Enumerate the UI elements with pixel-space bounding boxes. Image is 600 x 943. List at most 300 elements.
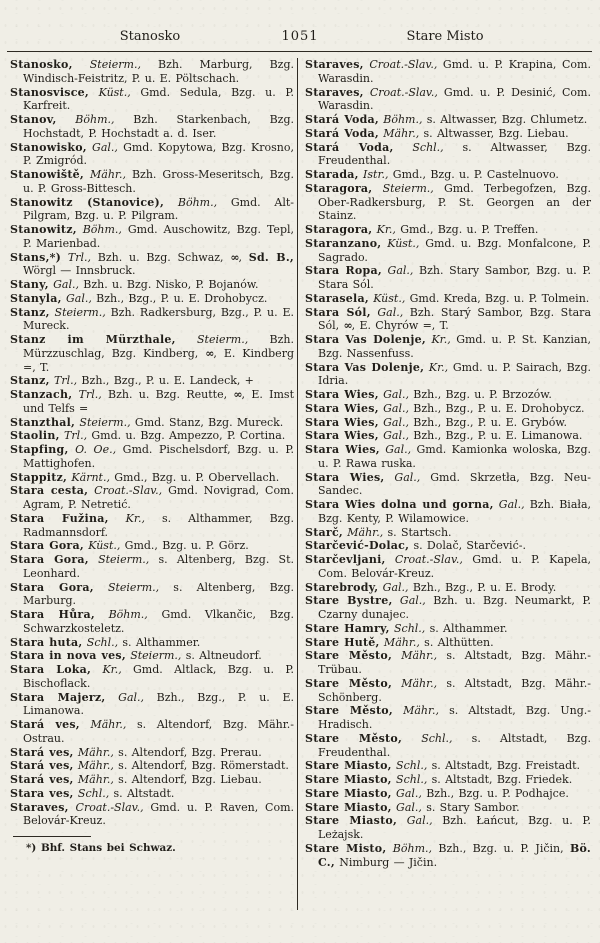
place-name: Stara Vas Dolenje, bbox=[305, 333, 426, 346]
region-abbr: Schl., bbox=[393, 140, 444, 154]
place-name: Stare Miasto, bbox=[305, 759, 392, 773]
region-abbr: Gal., bbox=[61, 291, 92, 305]
region-abbr: Gal., bbox=[378, 429, 409, 443]
region-abbr: Mähr., bbox=[73, 759, 114, 773]
region-abbr: Kr., bbox=[424, 360, 449, 374]
gazetteer-entry bbox=[305, 622, 591, 636]
gazetteer-entry bbox=[10, 251, 294, 279]
place-name: Stare Bystre, bbox=[305, 594, 393, 608]
entry-text: Bzh. Gross-Meseritsch, Bzg. u. P. Gross-Bittesch. bbox=[23, 168, 295, 195]
posthorn-icon: ∞ bbox=[343, 319, 352, 333]
entry-text: Bzh., Bzg. u. P. Brzozów. bbox=[408, 388, 552, 401]
entry-text: Gmd. Kreda, Bzg. u. P. Tolmein. bbox=[405, 291, 590, 305]
region-abbr: Böhm., bbox=[378, 113, 423, 126]
region-abbr: Trl., bbox=[49, 374, 78, 388]
header-rule bbox=[7, 51, 592, 52]
entry-text: Gmd. u. Bzg. Ampezzo, P. Cortina. bbox=[87, 429, 286, 443]
gazetteer-entry bbox=[305, 581, 591, 595]
right-column bbox=[298, 58, 591, 910]
region-abbr: Gal., bbox=[378, 388, 409, 401]
entry-text: Gmd. u. Bzg. Monfalcone, P. Sagrado. bbox=[318, 236, 591, 264]
place-name: Staolin, bbox=[10, 429, 60, 443]
place-name: Staragora, bbox=[305, 223, 373, 236]
region-abbr: Gal., bbox=[384, 470, 421, 484]
entry-text: s. Altwasser, Bzg. Chlumetz. bbox=[422, 113, 588, 126]
entry-text: s. Dolač, Starčević-. bbox=[409, 539, 526, 553]
region-abbr: Croat.-Slav., bbox=[363, 58, 438, 71]
region-abbr: Schl., bbox=[82, 635, 119, 649]
gazetteer-entry bbox=[10, 86, 294, 114]
entry-text: s. Altendorf, Bzg. Mähr.-Ostrau. bbox=[23, 718, 294, 745]
region-abbr: Küst., bbox=[368, 291, 406, 305]
region-abbr: Mähr., bbox=[392, 649, 438, 663]
gazetteer-entry bbox=[10, 443, 294, 471]
entry-text: Bzh. Radkersburg, Bzg., P. u. E. Mureck. bbox=[23, 305, 294, 333]
gazetteer-entry bbox=[10, 746, 294, 760]
entry-text: Bzh. u. Bzg. Nisko, P. Bojanów. bbox=[78, 278, 259, 291]
place-name: Stanzach, bbox=[10, 388, 73, 401]
place-name: Stanz im Mürzthale, bbox=[10, 333, 176, 346]
region-abbr: Böhm., bbox=[164, 195, 218, 209]
gazetteer-entry bbox=[305, 361, 591, 389]
region-abbr: Mähr., bbox=[392, 676, 438, 690]
gazetteer-entry bbox=[305, 402, 591, 416]
place-name: Stara Wies, bbox=[305, 443, 380, 456]
entry-text: s. Althammer. bbox=[118, 635, 201, 649]
place-name: Stare Město, bbox=[305, 676, 393, 690]
region-abbr: Gal., bbox=[391, 800, 422, 814]
entry-text: Gmd., Bzg. u. P. Castelnuovo. bbox=[388, 168, 559, 181]
gazetteer-entry bbox=[305, 787, 591, 801]
place-name: Stanz, bbox=[10, 305, 50, 319]
posthorn-icon: ∞ bbox=[233, 388, 242, 401]
entry-text: s. Altenberg, Bzg. Marburg. bbox=[23, 580, 294, 608]
gazetteer-entry bbox=[305, 416, 591, 430]
gazetteer-entry bbox=[10, 168, 294, 196]
gazetteer-entry bbox=[305, 636, 591, 650]
region-abbr: Trl., bbox=[72, 388, 102, 401]
entry-text: s. Altwasser, Bzg. Liebau. bbox=[419, 126, 569, 140]
entry-text: Gmd. Kopytowa, Bzg. Krosno, P. Zmigród. bbox=[23, 140, 295, 168]
entry-text: s. Altendorf, Bzg. Prerau. bbox=[113, 745, 262, 759]
gazetteer-entry bbox=[10, 773, 294, 787]
entry-text: s. Altstadt, Bzg. Freudenthal. bbox=[318, 731, 591, 759]
entry-text: , E. Kindberg =, T. bbox=[23, 346, 294, 374]
gazetteer-entry bbox=[305, 759, 591, 773]
gazetteer-entry bbox=[10, 306, 294, 334]
place-name: Stara Hůra, bbox=[10, 608, 95, 621]
gazetteer-entry bbox=[305, 526, 591, 540]
entry-text: Bzh. Łańcut, Bzg. u. P. Leżajsk. bbox=[318, 814, 592, 841]
entry-text: Gmd. Stanz, Bzg. Mureck. bbox=[130, 415, 284, 429]
gazetteer-entry bbox=[10, 374, 294, 388]
region-abbr: Croat.-Slav., bbox=[68, 800, 144, 814]
region-abbr: Steierm., bbox=[125, 649, 182, 663]
region-abbr: O. Oe., bbox=[68, 443, 117, 456]
place-name: Stare Miasto, bbox=[305, 786, 392, 800]
gazetteer-entry bbox=[305, 306, 591, 334]
gazetteer-entry bbox=[305, 732, 591, 760]
gazetteer-entry bbox=[10, 429, 294, 443]
entry-text: Bzh. Stary Sambor, Bzg. u. P. Stara Sól. bbox=[318, 264, 591, 291]
region-abbr: Gal., bbox=[48, 278, 79, 291]
place-name: Staraves, bbox=[305, 85, 364, 99]
place-name: Staraves, bbox=[10, 800, 69, 814]
page-number: 1051 bbox=[281, 29, 319, 44]
entry-text: Gmd. Novigrad, Com. Agram, P. Netretić. bbox=[23, 484, 294, 511]
region-abbr: Croat.-Slav., bbox=[88, 484, 163, 498]
region-abbr: Gal., bbox=[86, 140, 118, 154]
entry-text: Gmd. Terbegofzen, Bzg. Ober-Radkersburg, P. St. Georgen an der Stainz. bbox=[318, 181, 591, 223]
entry-text: s. Altneudorf. bbox=[181, 649, 262, 663]
gazetteer-entry bbox=[305, 127, 591, 141]
entry-text: s. Stary Sambor. bbox=[421, 800, 520, 814]
place-name: Stara huta, bbox=[10, 635, 83, 649]
place-name: Stanov, bbox=[10, 113, 57, 126]
region-abbr: Mähr., bbox=[379, 635, 420, 649]
entry-text: s. Altstadt, Bzg. Freistadt. bbox=[427, 759, 581, 773]
region-abbr: Mähr., bbox=[73, 745, 114, 759]
gazetteer-entry bbox=[10, 113, 294, 141]
gazetteer-entry bbox=[10, 416, 294, 430]
entry-text: Bzh. u. Bzg. Reutte, bbox=[101, 388, 234, 401]
place-name: Starada, bbox=[305, 168, 359, 181]
region-abbr: Kärnt., bbox=[67, 470, 110, 484]
region-abbr: Steierm., bbox=[49, 305, 106, 319]
gazetteer-entry bbox=[10, 388, 294, 416]
gazetteer-entry bbox=[10, 539, 294, 553]
gazetteer-entry bbox=[305, 333, 591, 361]
gazetteer-entry bbox=[10, 512, 294, 540]
place-name: Stara Gora, bbox=[10, 580, 94, 594]
entry-text: Gmd. u. P. Krapina, Com. Warasdin. bbox=[318, 58, 591, 85]
place-name: Stare Miasto, bbox=[305, 814, 398, 828]
place-name: Stanowisko, bbox=[10, 140, 87, 154]
entry-text: Bzh., Bzg., P. u. E. Drohobycz. bbox=[91, 291, 268, 305]
region-abbr: Gal., bbox=[378, 580, 409, 594]
place-name: Stanz, bbox=[10, 374, 50, 388]
text-columns bbox=[10, 58, 591, 910]
place-name: Stara Fužina, bbox=[10, 511, 109, 525]
region-abbr: Mähr., bbox=[73, 773, 114, 786]
region-abbr: Steierm., bbox=[75, 415, 131, 429]
place-name: Stanowiště, bbox=[10, 168, 84, 181]
gazetteer-entry bbox=[305, 594, 591, 622]
gazetteer-entry bbox=[10, 801, 294, 829]
entry-text: Bzh. Mürzzuschlag, Bzg. Kindberg, bbox=[23, 333, 294, 360]
place-name: Stara Wies, bbox=[305, 429, 379, 443]
footnote: *) Bhf. Stans bei Schwaz. bbox=[26, 842, 176, 854]
gazetteer-entry bbox=[10, 581, 294, 609]
region-abbr: Steierm., bbox=[175, 333, 249, 346]
gazetteer-entry bbox=[10, 278, 294, 292]
gazetteer-entry bbox=[10, 759, 294, 773]
gazetteer-entry bbox=[10, 553, 294, 581]
entry-text: Gmd. Sedula, Bzg. u. P. Karfreit. bbox=[23, 85, 294, 113]
entry-text: Bzh. Biała, Bzg. Kenty, P. Wilamowice. bbox=[318, 498, 591, 525]
place-name: Stare Miasto, bbox=[305, 773, 392, 786]
left-column bbox=[10, 58, 297, 910]
place-name: Stanzthal, bbox=[10, 415, 76, 429]
entry-text: s. Altstadt, Bzg. Mähr.-Schönberg. bbox=[318, 676, 591, 704]
region-abbr: Küst., bbox=[88, 85, 131, 99]
gazetteer-entry bbox=[10, 141, 294, 169]
gazetteer-entry bbox=[10, 649, 294, 663]
region-abbr: Schl., bbox=[389, 621, 426, 635]
region-abbr: Schl., bbox=[391, 759, 428, 773]
gazetteer-entry bbox=[10, 292, 294, 306]
region-abbr: Croat.-Slav., bbox=[363, 85, 438, 99]
region-abbr: Böhm., bbox=[386, 841, 433, 855]
place-name: Stara Wies, bbox=[305, 415, 379, 429]
entry-text: Wörgl — Innsbruck. bbox=[23, 264, 136, 278]
place-name: Stans,*) bbox=[10, 250, 62, 264]
place-name: Starasela, bbox=[305, 291, 369, 305]
entry-text: Bzh. u. Bzg. Neumarkt, P. Czarny dunajec. bbox=[318, 594, 591, 621]
region-abbr: Trl., bbox=[61, 250, 92, 264]
entry-text: Bzh., Bzg., P. u. E. Drohobycz. bbox=[408, 401, 585, 415]
entry-text: Bzh., Bzg., P. u. E. Limanowa. bbox=[408, 429, 583, 443]
entry-text: Bzh., Bzg., P. u. E. Landeck, + bbox=[77, 374, 254, 388]
place-name: Stappitz, bbox=[10, 470, 68, 484]
entry-text: Nimburg — Jičin. bbox=[334, 855, 438, 869]
gazetteer-entry bbox=[305, 182, 591, 223]
gazetteer-entry bbox=[10, 787, 294, 801]
region-abbr: Steierm., bbox=[88, 553, 150, 566]
place-name: Stará ves, bbox=[10, 718, 80, 731]
place-name: Stara Gora, bbox=[10, 553, 89, 566]
gazetteer-entry bbox=[305, 168, 591, 182]
entry-text: Gmd., Bzg. u. P. Obervellach. bbox=[109, 470, 280, 484]
place-name: Stare Misto, bbox=[305, 841, 387, 855]
entry-text: Bzh. Marburg, Bzg. Windisch-Feistritz, P. u. E. Pöltschach. bbox=[23, 58, 294, 85]
gazetteer-entry bbox=[305, 223, 591, 237]
place-name: Stara Wies, bbox=[305, 388, 379, 401]
entry-text: s. Altstadt. bbox=[109, 786, 175, 800]
region-abbr: Mähr., bbox=[378, 126, 420, 140]
region-abbr: Gal., bbox=[381, 264, 414, 278]
place-name: Stará Voda, bbox=[305, 113, 379, 126]
gazetteer-entry bbox=[305, 677, 591, 705]
place-name: Stara ves, bbox=[10, 786, 74, 800]
region-abbr: Schl., bbox=[73, 786, 110, 800]
region-abbr: Küst., bbox=[381, 236, 420, 250]
entry-text: Gmd., Bzg. u. P. Görz. bbox=[120, 539, 249, 553]
place-name: Stara Gora, bbox=[10, 539, 84, 553]
region-abbr: Trl., bbox=[59, 429, 88, 443]
region-abbr: Kr., bbox=[372, 223, 396, 236]
region-abbr: Gal., bbox=[379, 443, 412, 456]
gazetteer-entry bbox=[10, 663, 294, 691]
gazetteer-entry bbox=[305, 292, 591, 306]
entry-text: Gmd. Skrzetła, Bzg. Neu-Sandec. bbox=[318, 470, 591, 498]
gazetteer-entry bbox=[10, 223, 294, 251]
region-abbr: Böhm., bbox=[56, 113, 115, 126]
header-right-keyword: Stare Misto bbox=[406, 29, 484, 44]
region-abbr: Gal., bbox=[392, 594, 426, 608]
place-name: Bö. C., bbox=[318, 841, 592, 869]
region-abbr: Gal., bbox=[397, 814, 433, 828]
header-left-keyword: Stanosko bbox=[119, 29, 181, 44]
place-name: Stanyla, bbox=[10, 291, 62, 305]
entry-text: s. Altstadt, Bzg. Mähr.-Trübau. bbox=[318, 649, 591, 676]
entry-text: Gmd. Alt-Pilgram, Bzg. u. P. Pilgram. bbox=[23, 195, 294, 223]
gazetteer-entry bbox=[10, 636, 294, 650]
place-name: Stare Hamry, bbox=[305, 621, 390, 635]
region-abbr: Istr., bbox=[358, 168, 389, 181]
entry-text: Gmd. u. P. Raven, Com. Belovár-Kreuz. bbox=[23, 800, 294, 828]
entry-text: , bbox=[238, 250, 249, 264]
entry-text: Gmd. Vlkančic, Bzg. Schwarzkosteletz. bbox=[23, 608, 295, 635]
entry-text: Gmd. Altlack, Bzg. u. P. Bischoflack. bbox=[23, 663, 294, 690]
place-name: Stanosko, bbox=[10, 58, 73, 71]
region-abbr: Gal., bbox=[391, 786, 422, 800]
posthorn-icon: ∞ bbox=[205, 346, 214, 360]
gazetteer-entry bbox=[305, 113, 591, 127]
gazetteer-entry bbox=[10, 333, 294, 374]
place-name: Stare Hutě, bbox=[305, 635, 380, 649]
place-name: Sd. B., bbox=[248, 250, 295, 264]
entry-text: s. Altendorf, Bzg. Römerstadt. bbox=[113, 759, 289, 773]
gazetteer-entry bbox=[305, 773, 591, 787]
region-abbr: Kr., bbox=[91, 663, 122, 676]
entry-text: Bzh., Bzg., P. u. E. Grybów. bbox=[408, 415, 567, 429]
entry-text: s. Althütten. bbox=[419, 635, 494, 649]
region-abbr: Schl., bbox=[391, 773, 428, 786]
entry-text: s. Althammer. bbox=[425, 621, 508, 635]
gazetteer-entry bbox=[10, 484, 294, 512]
entry-text: s. Altenberg, Bzg. St. Leonhard. bbox=[23, 553, 294, 580]
entry-text: s. Altstadt, Bzg. Ung.-Hradisch. bbox=[318, 704, 591, 731]
gazetteer-entry bbox=[305, 553, 591, 581]
entry-text: Bzh. Starkenbach, Bzg. Hochstadt, P. Hochstadt a. d. Iser. bbox=[23, 113, 295, 140]
entry-text: Gmd. u. P. Sairach, Bzg. Idria. bbox=[318, 360, 592, 388]
entry-text: s. Startsch. bbox=[383, 525, 452, 539]
place-name: Stará ves, bbox=[10, 773, 74, 786]
entry-text: Gmd. Pischelsdorf, Bzg. u. P. Mattighofen. bbox=[23, 443, 294, 470]
place-name: Stará Voda, bbox=[305, 140, 394, 154]
place-name: Stare Město, bbox=[305, 649, 393, 663]
gazetteer-entry bbox=[305, 388, 591, 402]
gazetteer-entry bbox=[305, 814, 591, 842]
entry-text: Gmd., Bzg. u. P. Treffen. bbox=[395, 223, 539, 236]
place-name: Stare Město, bbox=[305, 704, 393, 718]
gazetteer-entry bbox=[305, 264, 591, 292]
entry-text: Gmd. u. P. Kapela, Com. Belovár-Kreuz. bbox=[318, 553, 591, 580]
region-abbr: Gal., bbox=[493, 498, 525, 511]
footnote-rule bbox=[13, 836, 91, 837]
region-abbr: Schl., bbox=[402, 731, 453, 745]
region-abbr: Mähr., bbox=[79, 718, 127, 731]
place-name: Stará ves, bbox=[10, 759, 74, 773]
gazetteer-entry bbox=[10, 58, 294, 86]
place-name: Stara Loka, bbox=[10, 663, 92, 676]
entry-text: Bzh., Bzg., P. u. E. Limanowa. bbox=[23, 690, 294, 718]
place-name: Starč, bbox=[305, 525, 343, 539]
place-name: Stapfing, bbox=[10, 443, 69, 456]
region-abbr: Steierm., bbox=[372, 181, 434, 195]
place-name: Staragora, bbox=[305, 181, 373, 195]
region-abbr: Gal., bbox=[370, 305, 404, 319]
place-name: Stara Wies, bbox=[305, 401, 379, 415]
entry-text: s. Altstadt, Bzg. Friedek. bbox=[427, 773, 573, 786]
place-name: Stany, bbox=[10, 278, 49, 291]
region-abbr: Gal., bbox=[378, 415, 409, 429]
gazetteer-entry bbox=[305, 58, 591, 86]
place-name: Stara cesta, bbox=[10, 484, 89, 498]
place-name: Starčevljani, bbox=[305, 553, 386, 566]
place-name: Stara Wies, bbox=[305, 470, 385, 484]
region-abbr: Kr., bbox=[425, 333, 451, 346]
gazetteer-entry bbox=[305, 704, 591, 732]
entry-text: Bzh. Starý Sambor, Bzg. Stara Sól, bbox=[318, 305, 592, 333]
entry-text: s. Althammer, Bzg. Radmannsdorf. bbox=[23, 511, 294, 539]
entry-text: Gmd. Kamionka woloska, Bzg. u. P. Rawa ruska. bbox=[318, 443, 591, 470]
region-abbr: Kr., bbox=[108, 511, 145, 525]
region-abbr: Croat.-Slav., bbox=[385, 553, 463, 566]
gazetteer-entry bbox=[305, 443, 591, 471]
gazetteer-entry bbox=[305, 801, 591, 815]
place-name: Starebrody, bbox=[305, 580, 379, 594]
region-abbr: Steierm., bbox=[72, 58, 141, 71]
place-name: Staranzano, bbox=[305, 236, 382, 250]
place-name: Stara Wies dolna und gorna, bbox=[305, 498, 494, 511]
place-name: Stará ves, bbox=[10, 745, 74, 759]
gazetteer-entry bbox=[305, 141, 591, 169]
place-name: Staraves, bbox=[305, 58, 364, 71]
entry-text: Gmd. u. P. St. Kanzian, Bzg. Nassenfuss. bbox=[318, 333, 591, 360]
gazetteer-entry bbox=[10, 608, 294, 636]
entry-text: s. Altwasser, Bzg. Freudenthal. bbox=[318, 140, 592, 168]
place-name: Stará Voda, bbox=[305, 126, 379, 140]
gazetteer-entry bbox=[10, 718, 294, 746]
gazetteer-entry bbox=[10, 471, 294, 485]
gazetteer-entry bbox=[305, 539, 591, 553]
gazetteer-entry bbox=[305, 86, 591, 114]
entry-text: Gmd. Auschowitz, Bzg. Tepl, P. Marienbad. bbox=[23, 223, 294, 250]
region-abbr: Küst., bbox=[83, 539, 121, 553]
gazetteer-entry bbox=[305, 471, 591, 499]
gazetteer-entry bbox=[305, 237, 591, 265]
entry-text: Bzh., Bzg., P. u. E. Brody. bbox=[408, 580, 557, 594]
place-name: Stare Město, bbox=[305, 731, 403, 745]
gazetteer-entry bbox=[10, 196, 294, 224]
region-abbr: Gal., bbox=[378, 401, 409, 415]
entry-text: Bzh. u. Bzg. Schwaz, bbox=[91, 250, 231, 264]
place-name: Stara Ropa, bbox=[305, 264, 382, 278]
place-name: Stanosvisce, bbox=[10, 85, 89, 99]
entry-text: Bzh., Bzg. u. P. Jičin, bbox=[432, 841, 570, 855]
entry-text: s. Altendorf, Bzg. Liebau. bbox=[113, 773, 262, 786]
page-header bbox=[0, 29, 600, 47]
place-name: Stara in nova ves, bbox=[10, 649, 126, 663]
region-abbr: Böhm., bbox=[76, 223, 122, 236]
entry-text: Gmd. u. P. Desinić, Com. Warasdin. bbox=[318, 85, 591, 113]
region-abbr: Mähr., bbox=[342, 525, 384, 539]
place-name: Stanowitz (Stanovice), bbox=[10, 195, 165, 209]
gazetteer-entry bbox=[305, 498, 591, 526]
place-name: Stara Sól, bbox=[305, 305, 371, 319]
posthorn-icon: ∞ bbox=[230, 250, 239, 264]
place-name: Stanowitz, bbox=[10, 223, 77, 236]
place-name: Starčević-Dolac, bbox=[305, 539, 410, 553]
gazetteer-entry bbox=[305, 649, 591, 677]
region-abbr: Gal., bbox=[105, 690, 145, 704]
region-abbr: Mähr., bbox=[84, 168, 126, 181]
place-name: Stara Majerz, bbox=[10, 690, 106, 704]
place-name: Stare Miasto, bbox=[305, 800, 392, 814]
place-name: Stara Vas Dolenje, bbox=[305, 360, 425, 374]
